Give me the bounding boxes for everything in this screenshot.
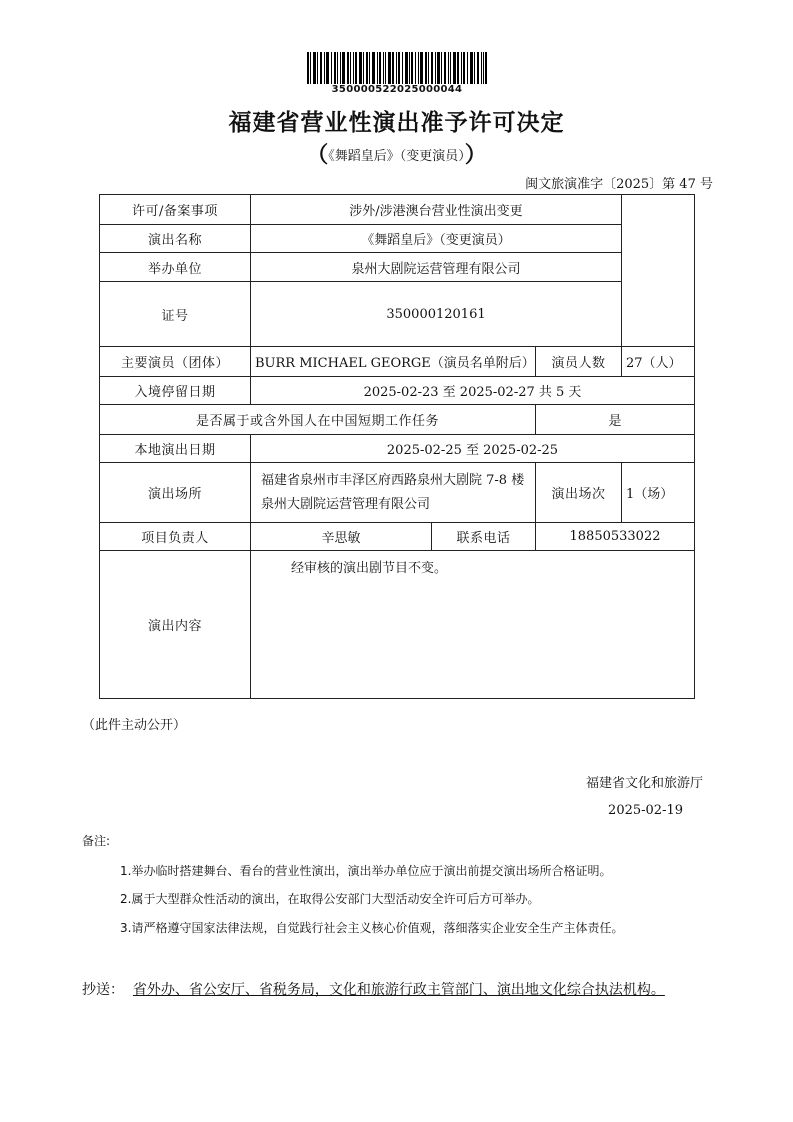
foreign-work-label: 是否属于或含外国人在中国短期工作任务 <box>100 405 536 435</box>
manager-label: 项目负责人 <box>100 523 251 551</box>
manager-value: 辛思敏 <box>251 523 432 551</box>
cert-label: 证号 <box>100 282 251 347</box>
document-title: 福建省营业性演出准予许可决定 <box>228 109 565 136</box>
document-subtitle <box>0 138 793 169</box>
document-number: 闽文旅演准字〔2025〕第 47 号 <box>525 177 713 192</box>
issue-date: 2025-02-19 <box>608 803 683 818</box>
content-value: 经审核的演出剧节目不变。 <box>251 551 695 699</box>
subtitle-close-paren: ） <box>464 143 487 168</box>
content-label: 演出内容 <box>100 551 251 699</box>
cc-recipients: 省外办、省公安厅、省税务局，文化和旅游行政主管部门、演出地文化综合执法机构。 <box>132 982 665 998</box>
performer-count-label: 演员人数 <box>536 347 622 377</box>
barcode-number: 350000522025000044 <box>331 84 463 95</box>
performer-count-value: 27（人） <box>622 347 695 377</box>
note-item: 1.举办临时搭建舞台、看台的营业性演出，演出举办单位应于演出前提交演出场所合格证明。 <box>120 864 612 878</box>
cert-value: 350000120161 <box>251 282 622 347</box>
note-item: 3.请严格遵守国家法律法规，自觉践行社会主义核心价值观，落细落实企业安全生产主体责任。 <box>120 921 624 935</box>
subtitle-text: 《舞蹈皇后》（变更演员） <box>328 149 465 164</box>
permit-table <box>99 194 695 699</box>
performer-value: BURR MICHAEL GEORGE（演员名单附后） <box>251 347 536 377</box>
note-item: 2.属于大型群众性活动的演出，在取得公安部门大型活动安全许可后方可举办。 <box>120 892 540 906</box>
notes-title: 备注: <box>82 834 111 848</box>
public-disclosure-note: （此件主动公开） <box>82 718 187 733</box>
phone-label: 联系电话 <box>432 523 536 551</box>
sessions-value: 1（场） <box>622 463 695 523</box>
local-dates-label: 本地演出日期 <box>100 435 251 463</box>
phone-value: 18850533022 <box>536 523 695 551</box>
sessions-label: 演出场次 <box>536 463 622 523</box>
local-dates-value: 2025-02-25 至 2025-02-25 <box>251 435 695 463</box>
show-name-label: 演出名称 <box>100 225 251 253</box>
license-type-label: 许可/备案事项 <box>100 195 251 225</box>
show-name-value: 《舞蹈皇后》（变更演员） <box>251 225 622 253</box>
venue-value: 福建省泉州市丰泽区府西路泉州大剧院 7-8 楼泉州大剧院运营管理有限公司 <box>251 463 536 523</box>
organizer-value: 泉州大剧院运营管理有限公司 <box>251 253 622 282</box>
cc-label: 抄送： <box>82 982 124 998</box>
foreign-work-value: 是 <box>536 405 695 435</box>
performer-label: 主要演员（团体） <box>100 347 251 377</box>
subtitle-open-paren: （ <box>306 143 329 168</box>
license-type-value: 涉外/涉港澳台营业性演出变更 <box>251 195 622 225</box>
entry-stay-label: 入境停留日期 <box>100 377 251 405</box>
barcode <box>307 52 487 84</box>
blank-cell <box>622 195 695 347</box>
cc-section <box>82 978 714 1002</box>
venue-label: 演出场所 <box>100 463 251 523</box>
entry-stay-value: 2025-02-23 至 2025-02-27 共 5 天 <box>251 377 695 405</box>
issuer-name: 福建省文化和旅游厅 <box>585 776 703 791</box>
organizer-label: 举办单位 <box>100 253 251 282</box>
